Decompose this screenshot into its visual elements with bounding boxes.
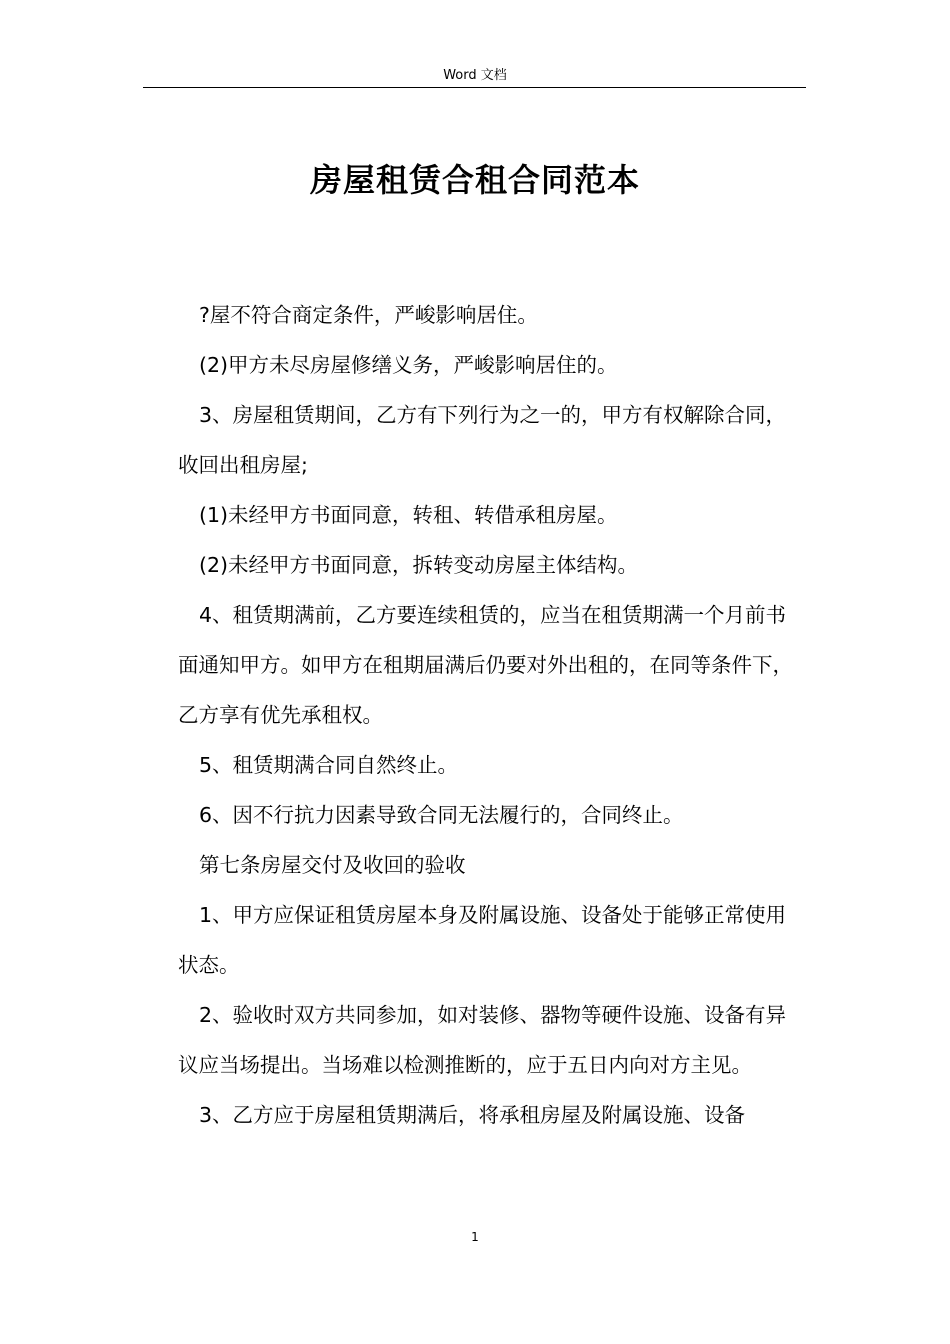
paragraph: ?屋不符合商定条件，严峻影响居住。 (199, 303, 538, 327)
page-number: 1 (471, 1230, 479, 1244)
header-rule (143, 87, 806, 88)
paragraph: 5、租赁期满合同自然终止。 (199, 753, 459, 777)
document-title: 房屋租赁合租合同范本 (309, 161, 640, 199)
paragraph: 3、乙方应于房屋租赁期满后，将承租房屋及附属设施、设备 (199, 1103, 746, 1127)
paragraph: (2)未经甲方书面同意，拆转变动房屋主体结构。 (199, 553, 639, 577)
paragraph: (1)未经甲方书面同意，转租、转借承租房屋。 (199, 503, 618, 527)
document-body (178, 290, 806, 1140)
paragraph: 1、甲方应保证租赁房屋本身及附属设施、设备处于能够正常使用状态。 (178, 903, 787, 977)
paragraph: (2)甲方未尽房屋修缮义务，严峻影响居住的。 (199, 353, 618, 377)
paragraph: 6、因不行抗力因素导致合同无法履行的，合同终止。 (199, 803, 684, 827)
page-header-text: Word 文档 (443, 68, 507, 83)
section-heading: 第七条房屋交付及收回的验收 (199, 853, 466, 877)
paragraph: 4、租赁期满前，乙方要连续租赁的，应当在租赁期满一个月前书面通知甲方。如甲方在租期届满后仍要对外出租的，在同等条件下，乙方享有优先承租权。 (178, 603, 793, 727)
paragraph: 2、验收时双方共同参加，如对装修、器物等硬件设施、设备有异议应当场提出。当场难以检测推断的，应于五日内向对方主见。 (178, 1003, 787, 1077)
paragraph: 3、房屋租赁期间，乙方有下列行为之一的，甲方有权解除合同，收回出租房屋; (178, 403, 787, 477)
